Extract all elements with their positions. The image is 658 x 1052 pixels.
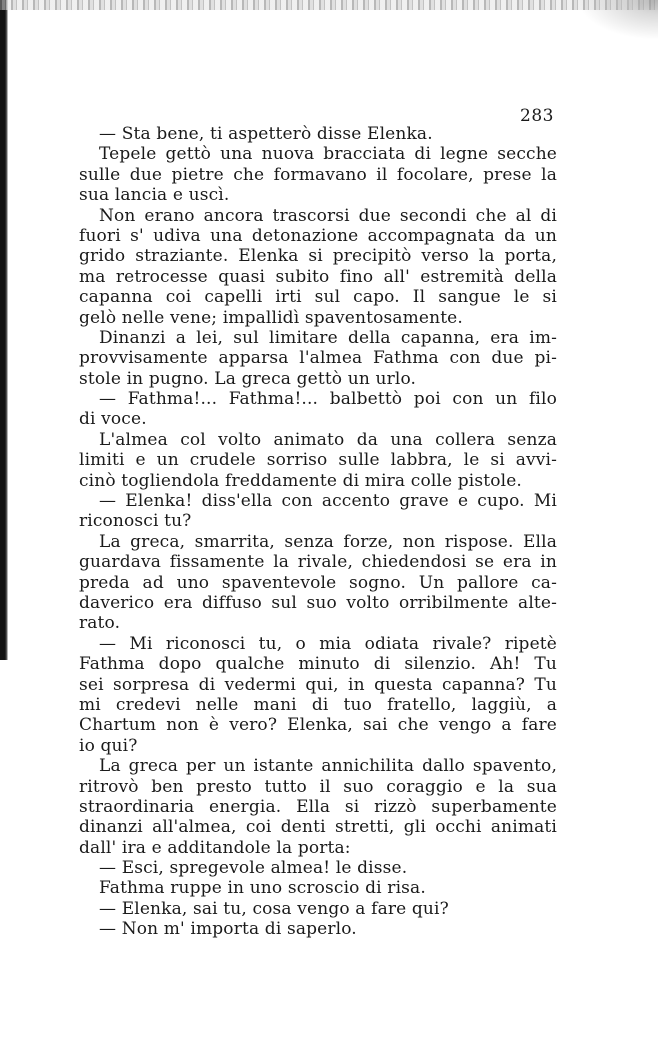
text-line: sulle due pietre che formavano il focolare, prese la [79,164,557,185]
text-line: — Non m' importa di saperlo. [99,919,357,940]
text-line: — Elenka, sai tu, cosa vengo a fare qui? [99,898,449,919]
page-number: 283 [520,106,554,126]
text-line: Chartum non è vero? Elenka, sai che vengo a fare [79,715,557,736]
text-line: preda ad uno spaventevole sogno. Un pallore ca- [79,572,557,593]
text-line: Tepele gettò una nuova bracciata di legne secche [99,144,557,165]
text-line: ritrovò ben presto tutto il suo coraggio e la sua [79,776,557,797]
text-line: sei sorpresa di vedermi qui, in questa capanna? Tu [79,674,557,695]
text-line: fuori s' udiva una detonazione accompagnata da un [79,225,557,246]
text-line: di voce. [79,409,147,430]
text-line: Dinanzi a lei, sul limitare della capanna, era im- [99,327,557,348]
text-line: grido straziante. Elenka si precipitò verso la porta, [79,246,557,267]
text-line: capanna coi capelli irti sul capo. Il sangue le si [79,287,557,308]
text-line: riconosci tu? [79,511,192,532]
text-line: limiti e un crudele sorriso sulle labbra, le si avvi- [79,450,557,471]
page-body [79,124,557,940]
text-line: cinò togliendola freddamente di mira colle pistole. [79,470,522,491]
text-line: — Esci, spregevole almea! le disse. [99,858,408,879]
text-line: provvisamente apparsa l'almea Fathma con due pi- [79,348,557,369]
text-line: ma retrocesse quasi subito fino all' estremità della [79,266,557,287]
scan-corner-stain [578,0,658,40]
text-line: La greca per un istante annichilita dallo spavento, [99,756,557,777]
text-line: rato. [79,613,121,634]
text-line: — Elenka! diss'ella con accento grave e cupo. Mi [99,491,557,512]
text-line: gelò nelle vene; impallidì spaventosamente. [79,307,463,328]
text-line: La greca, smarrita, senza forze, non rispose. Ella [99,531,557,552]
text-line: mi credevi nelle mani di tuo fratello, laggiù, a [79,694,557,715]
text-line: L'almea col volto animato da una collera senza [99,429,557,450]
text-line: Fathma ruppe in uno scroscio di risa. [99,878,426,899]
text-line: io qui? [79,735,138,756]
text-line: guardava fissamente la rivale, chiedendosi se era in [79,552,557,573]
text-line: Fathma dopo qualche minuto di silenzio. Ah! Tu [79,654,557,675]
scan-top-noise [0,0,658,10]
text-line: dinanzi all'almea, coi denti stretti, gli occhi animati [79,817,557,838]
text-line: straordinaria energia. Ella si rizzò superbamente [79,796,557,817]
text-line: — Sta bene, ti aspetterò disse Elenka. [99,124,433,144]
text-line: stole in pugno. La greca gettò un urlo. [79,368,417,389]
text-line: daverico era diffuso sul suo volto orribilmente alte- [79,592,557,613]
text-line: — Mi riconosci tu, o mia odiata rivale? ripetè [99,633,557,654]
text-line: Non erano ancora trascorsi due secondi che al di [99,205,557,226]
scan-binding-shadow [0,0,8,660]
text-line: dall' ira e additandole la porta: [79,837,351,858]
text-line: sua lancia e uscì. [79,185,230,206]
text-line: — Fathma!... Fathma!... balbettò poi con un filo [99,389,557,410]
